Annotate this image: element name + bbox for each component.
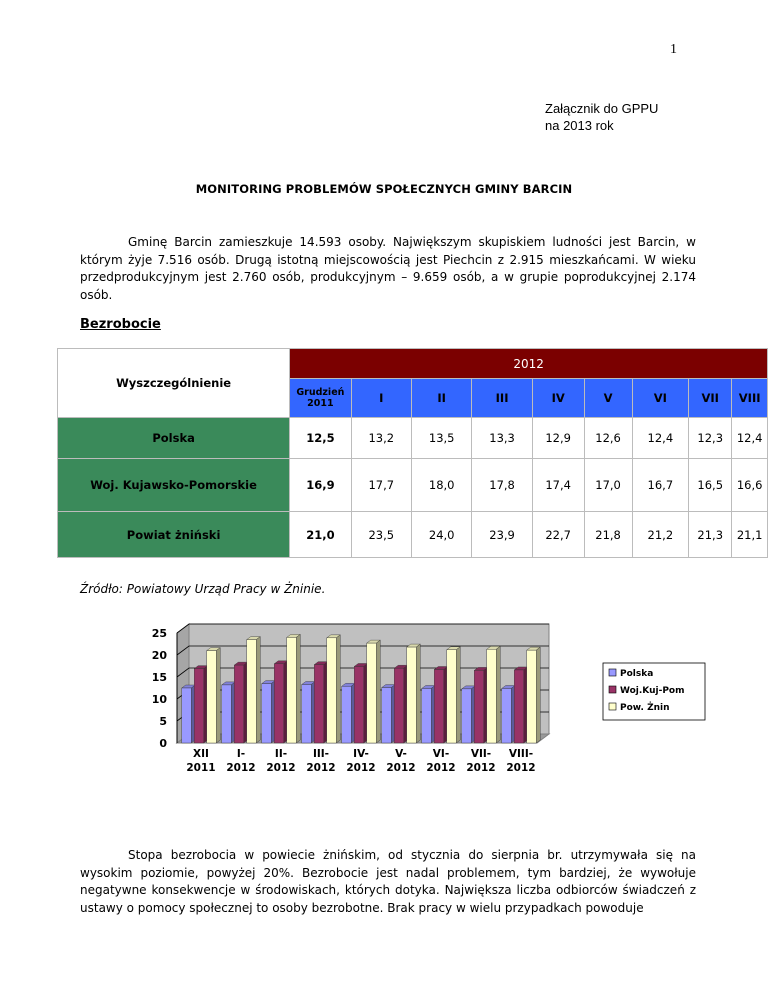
month-header: IV bbox=[532, 379, 584, 418]
source-note: Źródło: Powiatowy Urząd Pracy w Żninie. bbox=[80, 582, 326, 596]
bar-front bbox=[502, 688, 512, 743]
bar bbox=[287, 634, 301, 743]
y-tick-label: 0 bbox=[159, 737, 167, 750]
row-header: Powiat żniński bbox=[58, 512, 290, 558]
table-cell: 23,5 bbox=[351, 512, 411, 558]
bar bbox=[462, 686, 476, 743]
document-title: MONITORING PROBLEMÓW SPOŁECZNYCH GMINY BARCIN bbox=[195, 182, 573, 196]
table-row bbox=[58, 512, 768, 558]
table-cell: 16,7 bbox=[632, 459, 689, 512]
bar bbox=[447, 647, 461, 743]
legend-label: Woj.Kuj-Pom bbox=[620, 686, 685, 696]
intro-text: Gminę Barcin zamieszkuje 14.593 osoby. Największym skupiskiem ludności jest Barcin, w którym żyje 7.516 osób. Drugą istotną miejscowością jest Piechcin z 2.915 mieszkańcami. W wieku przedprodukcyjnym jest 2.760 osób, produkcyjnym – 9.659 osób, a w grupie poprodukcyjnej 2.174 osób. bbox=[80, 235, 696, 302]
annex-note bbox=[545, 100, 658, 134]
bar-front bbox=[247, 640, 257, 743]
bar bbox=[194, 666, 208, 743]
table-cell: 16,9 bbox=[290, 459, 351, 512]
x-tick-label: 2012 bbox=[426, 762, 456, 774]
bar bbox=[314, 662, 328, 743]
closing-text: Stopa bezrobocia w powiecie żnińskim, od stycznia do sierpnia br. utrzymywała się na wysokim poziomie, powyżej 20%. Bezrobocie jest nadal problemem, tym bardziej, że wywołuje negatywne konsekwencje w środowiskach, których dotyka. Największa liczba odbiorców świadczeń z ustawy o pomocy społecznej to osoby bezrobotne. Brak pracy w wielu przypadkach powoduje bbox=[80, 848, 696, 915]
row-header: Polska bbox=[58, 418, 290, 459]
bar-front bbox=[527, 650, 537, 743]
bar bbox=[394, 665, 408, 743]
bar-front bbox=[314, 665, 324, 743]
y-tick-label: 15 bbox=[151, 671, 167, 684]
bar-front bbox=[354, 666, 364, 743]
bar-front bbox=[274, 664, 284, 743]
legend-swatch bbox=[609, 703, 616, 710]
bar-front bbox=[302, 684, 312, 743]
bar-side bbox=[536, 647, 540, 743]
table-cell: 23,9 bbox=[472, 512, 532, 558]
table-cell: 17,8 bbox=[472, 459, 532, 512]
bar-front bbox=[474, 670, 484, 743]
table-cell: 12,9 bbox=[532, 418, 584, 459]
month-header: VII bbox=[689, 379, 732, 418]
row-header: Woj. Kujawsko-Pomorskie bbox=[58, 459, 290, 512]
legend-label: Pow. Żnin bbox=[620, 703, 670, 713]
bar bbox=[487, 646, 501, 743]
bar bbox=[247, 637, 261, 743]
table-corner: Wyszczególnienie bbox=[58, 349, 290, 418]
bar bbox=[222, 682, 236, 743]
bar bbox=[527, 647, 541, 743]
table-cell: 21,3 bbox=[689, 512, 732, 558]
table-cell: 17,7 bbox=[351, 459, 411, 512]
x-tick-label: 2012 bbox=[346, 762, 376, 774]
bar-side bbox=[376, 640, 380, 743]
month-header: V bbox=[584, 379, 632, 418]
y-tick-label: 10 bbox=[151, 693, 167, 706]
bar bbox=[367, 640, 381, 743]
x-tick-label: VIII- bbox=[508, 748, 534, 760]
bar bbox=[434, 667, 448, 743]
bar-front bbox=[194, 669, 204, 743]
table-cell: 12,4 bbox=[632, 418, 689, 459]
bar-front bbox=[422, 688, 432, 743]
table-cell: 13,5 bbox=[411, 418, 471, 459]
annex-line-2: na 2013 rok bbox=[545, 118, 614, 133]
bar bbox=[422, 685, 436, 743]
table-cell: 21,0 bbox=[290, 512, 351, 558]
bar-front bbox=[262, 684, 272, 743]
legend-swatch bbox=[609, 669, 616, 676]
x-tick-label: III- bbox=[312, 748, 330, 760]
month-header: VIII bbox=[732, 379, 768, 418]
x-tick-label: 2012 bbox=[466, 762, 496, 774]
table-row bbox=[58, 459, 768, 512]
bar bbox=[262, 681, 276, 743]
month-header: III bbox=[472, 379, 532, 418]
table-cell: 12,5 bbox=[290, 418, 351, 459]
annex-line-1: Załącznik do GPPU bbox=[545, 101, 659, 116]
bar-front bbox=[394, 668, 404, 743]
x-tick-label: 2012 bbox=[266, 762, 296, 774]
bar bbox=[234, 662, 248, 743]
x-tick-label: II- bbox=[274, 748, 288, 760]
month-header: II bbox=[411, 379, 471, 418]
bar bbox=[327, 635, 341, 743]
bar bbox=[354, 663, 368, 743]
bar-front bbox=[367, 643, 377, 743]
bar bbox=[502, 685, 516, 743]
x-tick-label: I- bbox=[236, 748, 246, 760]
legend-swatch bbox=[609, 686, 616, 693]
bar-front bbox=[234, 665, 244, 743]
closing-paragraph bbox=[80, 847, 696, 917]
bar-front bbox=[222, 685, 232, 743]
table-cell: 18,0 bbox=[411, 459, 471, 512]
legend-label: Polska bbox=[620, 669, 654, 679]
table-cell: 22,7 bbox=[532, 512, 584, 558]
month-header: VI bbox=[632, 379, 689, 418]
bar-side bbox=[256, 637, 260, 743]
chart-legend bbox=[603, 663, 705, 720]
bar bbox=[274, 661, 288, 743]
month-header: I bbox=[351, 379, 411, 418]
bar bbox=[474, 667, 488, 743]
bar bbox=[342, 683, 356, 743]
bar-front bbox=[462, 689, 472, 743]
y-tick-label: 25 bbox=[151, 627, 167, 640]
bar-front bbox=[447, 650, 457, 743]
bar bbox=[302, 681, 316, 743]
table-cell: 17,4 bbox=[532, 459, 584, 512]
bar-front bbox=[382, 688, 392, 743]
month-header: Grudzień 2011 bbox=[290, 379, 351, 418]
table-cell: 24,0 bbox=[411, 512, 471, 558]
table-cell: 21,1 bbox=[732, 512, 768, 558]
bar-front bbox=[327, 638, 337, 743]
x-tick-label: IV- bbox=[353, 748, 369, 760]
bar-front bbox=[514, 670, 524, 743]
table-cell: 13,2 bbox=[351, 418, 411, 459]
bar-front bbox=[287, 637, 297, 743]
page-number: 1 bbox=[670, 42, 677, 57]
bar bbox=[407, 644, 421, 743]
bar-side bbox=[416, 644, 420, 743]
bar-side bbox=[336, 635, 340, 743]
bar-front bbox=[407, 647, 417, 743]
table-cell: 21,2 bbox=[632, 512, 689, 558]
x-tick-label: 2012 bbox=[386, 762, 416, 774]
bar-side bbox=[496, 646, 500, 743]
unemployment-chart bbox=[125, 612, 710, 782]
bar bbox=[514, 667, 528, 743]
x-tick-label: 2012 bbox=[306, 762, 336, 774]
intro-paragraph bbox=[80, 234, 696, 304]
y-tick-label: 5 bbox=[159, 715, 167, 728]
bar-side bbox=[216, 648, 220, 743]
table-cell: 16,5 bbox=[689, 459, 732, 512]
year-header: 2012 bbox=[290, 349, 768, 379]
x-tick-label: 2012 bbox=[226, 762, 256, 774]
x-tick-label: 2011 bbox=[186, 762, 216, 774]
section-heading: Bezrobocie bbox=[80, 317, 161, 332]
table-cell: 16,6 bbox=[732, 459, 768, 512]
x-tick-label: VII- bbox=[470, 748, 492, 760]
bar bbox=[182, 685, 196, 743]
bar-side bbox=[456, 647, 460, 743]
bar bbox=[382, 685, 396, 743]
table-cell: 21,8 bbox=[584, 512, 632, 558]
x-tick-label: 2012 bbox=[506, 762, 536, 774]
bar-front bbox=[487, 649, 497, 743]
table-cell: 12,3 bbox=[689, 418, 732, 459]
bar-front bbox=[182, 688, 192, 743]
x-tick-label: V- bbox=[395, 748, 407, 760]
x-tick-label: VI- bbox=[432, 748, 450, 760]
table-row bbox=[58, 418, 768, 459]
x-tick-label: XII bbox=[193, 748, 209, 760]
bar-front bbox=[207, 651, 217, 743]
table-cell: 12,6 bbox=[584, 418, 632, 459]
bar-side bbox=[296, 634, 300, 743]
unemployment-table bbox=[57, 348, 768, 558]
bar-front bbox=[342, 686, 352, 743]
table-cell: 12,4 bbox=[732, 418, 768, 459]
bar-front bbox=[434, 670, 444, 743]
table-cell: 13,3 bbox=[472, 418, 532, 459]
table-cell: 17,0 bbox=[584, 459, 632, 512]
bar bbox=[207, 648, 221, 743]
y-tick-label: 20 bbox=[151, 649, 167, 662]
